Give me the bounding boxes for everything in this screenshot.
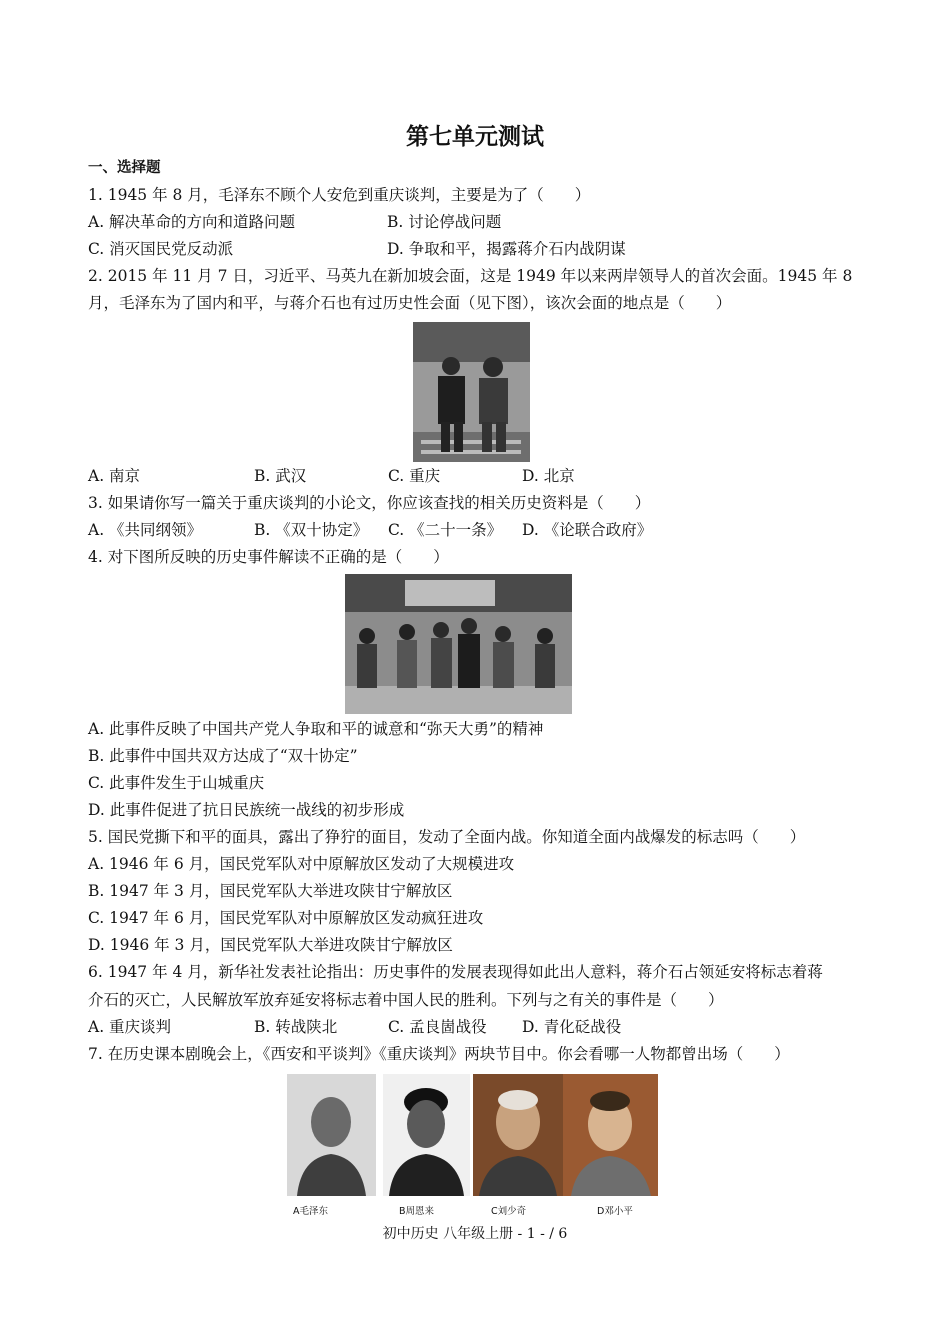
q4-option-c: C. 此事件发生于山城重庆: [88, 774, 265, 792]
q6-stem-line1: 6. 1947 年 4 月，新华社发表社论指出：历史事件的发展表现得如此出人意料，蒋介石占领延安将标志着蒋: [88, 963, 823, 981]
q5-stem: 5. 国民党撕下和平的面具，露出了狰狞的面目，发动了全面内战。你知道全面内战爆发的标志吗（ ）: [88, 828, 806, 846]
q4-option-a: A. 此事件反映了中国共产党人争取和平的诚意和“弥天大勇”的精神: [88, 720, 544, 738]
q6-option-c: C. 孟良崮战役: [388, 1018, 487, 1036]
q7-caption-a: A毛泽东: [293, 1206, 328, 1217]
q5-option-c: C. 1947 年 6 月，国民党军队对中原解放区发动疯狂进攻: [88, 909, 484, 927]
q2-option-b: B. 武汉: [254, 467, 307, 485]
q2-option-c: C. 重庆: [388, 467, 441, 485]
q1-option-b: B. 讨论停战问题: [387, 213, 502, 231]
q6-option-d: D. 青化砭战役: [522, 1018, 622, 1036]
q4-option-b: B. 此事件中国共双方达成了“双十协定”: [88, 747, 358, 765]
q1-option-d: D. 争取和平，揭露蒋介石内战阴谋: [387, 240, 626, 258]
q7-portrait-b: [383, 1074, 470, 1196]
page-footer: 初中历史 八年级上册 - 1 - / 6: [382, 1226, 568, 1242]
q3-option-d: D. 《论联合政府》: [522, 521, 653, 539]
q3-stem: 3. 如果请你写一篇关于重庆谈判的小论文，你应该查找的相关历史资料是（ ）: [88, 494, 651, 512]
q5-option-a: A. 1946 年 6 月，国民党军队对中原解放区发动了大规模进攻: [88, 855, 515, 873]
q3-option-b: B. 《双十协定》: [254, 521, 369, 539]
q7-portrait-d: [563, 1074, 658, 1196]
q4-option-d: D. 此事件促进了抗日民族统一战线的初步形成: [88, 801, 405, 819]
q3-option-a: A. 《共同纲领》: [88, 521, 203, 539]
q7-portrait-c: [473, 1074, 563, 1196]
q2-stem-line2: 月，毛泽东为了国内和平，与蒋介石也有过历史性会面（见下图），该次会面的地点是（ ）: [88, 294, 732, 312]
q7-portrait-a: [287, 1074, 376, 1196]
q6-option-b: B. 转战陕北: [254, 1018, 338, 1036]
section-heading: 一、选择题: [88, 160, 161, 176]
q4-photo-airport-group: [345, 574, 572, 714]
page-title: 第七单元测试: [406, 124, 544, 150]
q7-caption-c: C刘少奇: [491, 1206, 527, 1217]
q2-option-d: D. 北京: [522, 467, 575, 485]
q5-option-b: B. 1947 年 3 月，国民党军队大举进攻陕甘宁解放区: [88, 882, 453, 900]
q6-stem-line2: 介石的灭亡，人民解放军放弃延安将标志着中国人民的胜利。下列与之有关的事件是（ ）: [88, 991, 724, 1009]
q2-stem-line1: 2. 2015 年 11 月 7 日，习近平、马英九在新加坡会面，这是 1949 年以来两岸领导人的首次会面。1945 年 8: [88, 267, 853, 285]
q5-option-d: D. 1946 年 3 月，国民党军队大举进攻陕甘宁解放区: [88, 936, 453, 954]
q1-stem: 1. 1945 年 8 月，毛泽东不顾个人安危到重庆谈判，主要是为了（ ）: [88, 186, 591, 204]
q7-stem: 7. 在历史课本剧晚会上，《西安和平谈判》《重庆谈判》两块节目中。你会看哪一人物都曾出场（ ）: [88, 1045, 790, 1063]
q3-option-c: C. 《二十一条》: [388, 521, 503, 539]
q1-option-a: A. 解决革命的方向和道路问题: [88, 213, 296, 231]
q7-caption-b: B周恩来: [399, 1206, 435, 1217]
q2-option-a: A. 南京: [88, 467, 141, 485]
q2-photo-mao-chiang: [413, 322, 530, 462]
q4-stem: 4. 对下图所反映的历史事件解读不正确的是（ ）: [88, 548, 449, 566]
q6-option-a: A. 重庆谈判: [88, 1018, 172, 1036]
q7-caption-d: D邓小平: [597, 1206, 633, 1217]
q1-option-c: C. 消灭国民党反动派: [88, 240, 234, 258]
